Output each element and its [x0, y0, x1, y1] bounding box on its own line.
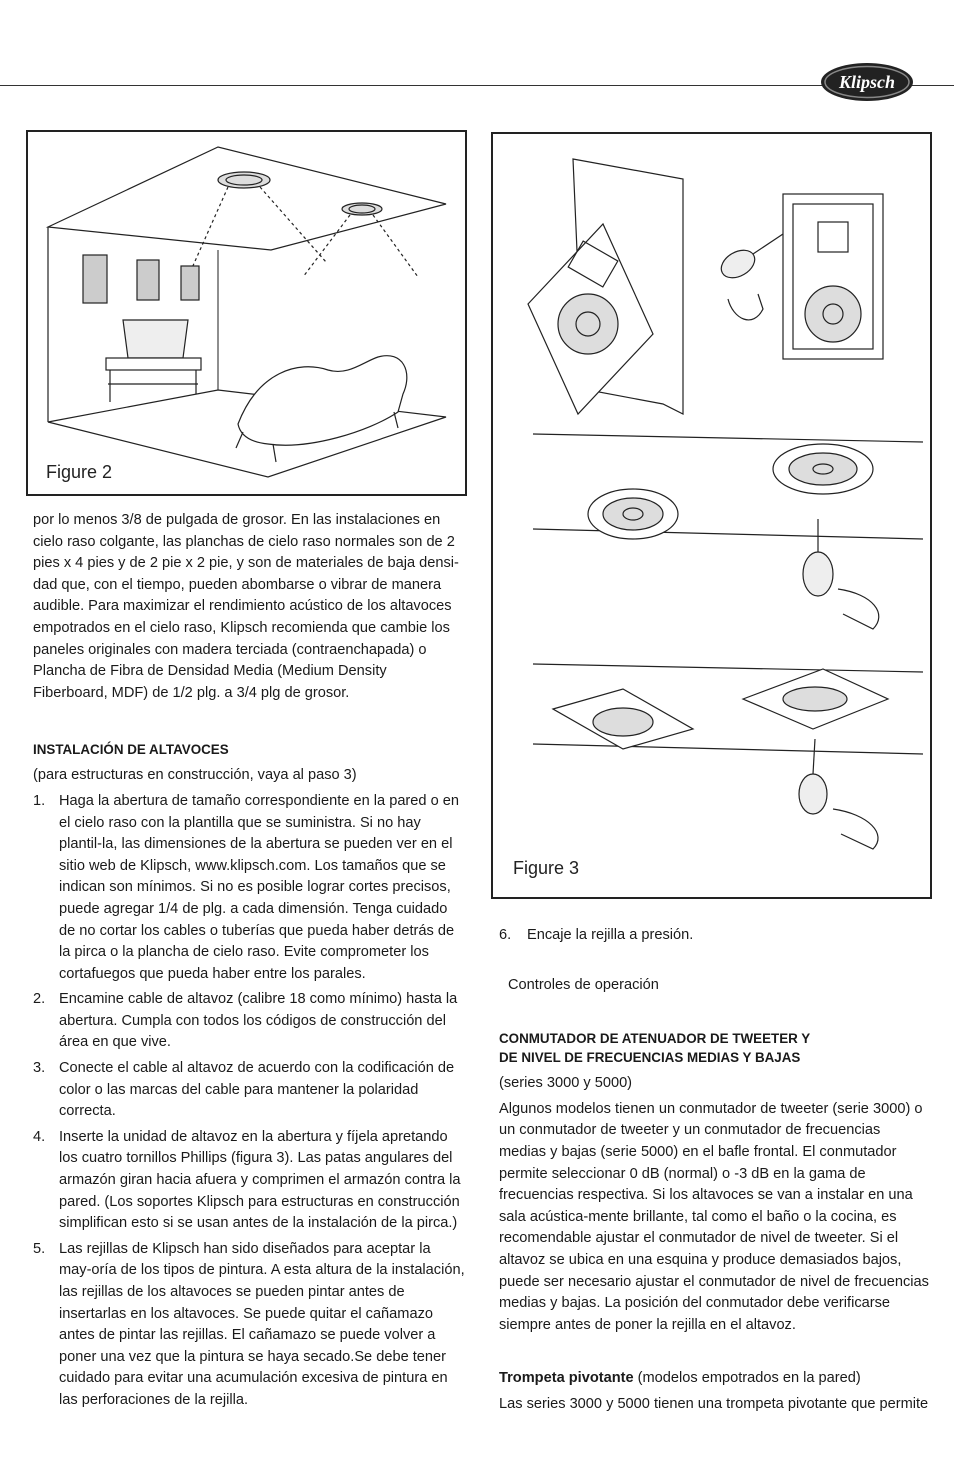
section-note: (para estructuras en construcción, vaya al paso 3) [33, 767, 357, 784]
step-text: Encaje la rejilla a presión. [527, 927, 694, 943]
intro-paragraph: por lo menos 3/8 de pulgada de grosor. En las instalaciones en cielo raso colgante, las planchas de cielo raso normales son de 2 pies x 4 pies y de 2 pie x 2 pie, y son de materiales de baja densi-dad que, con el tiempo, pueden abombarse o vibrar de manera audible. Para maximizar el rendimiento acústico de los altavoces empotrados en el cielo raso, Klipsch recomienda que cambie los paneles originales con madera terciada (contraenchapada) o Plancha de Fibra de Densidad Media (Medium Density Fiberboard, MDF) de 1/2 plg. a 3/4 plg de grosor. [33, 512, 459, 701]
horn-note: (modelos empotrados en la pared) [633, 1370, 861, 1387]
step-item [33, 989, 465, 1054]
step-number: 4. [33, 1128, 46, 1145]
step-text: Encamine cable de altavoz (calibre 18 como mínimo) hasta la abertura. Cumpla con todos los códigos de construcción del área en que vive. [59, 991, 458, 1051]
horn-paragraph: Las series 3000 y 5000 tienen una trompeta pivotante que permite [499, 1395, 929, 1412]
step-item [33, 1239, 465, 1412]
install-steps [33, 791, 465, 1412]
installation-illustration [493, 134, 930, 897]
header-rule [0, 85, 954, 86]
switch-heading-line2: DE NIVEL DE FRECUENCIAS MEDIAS Y BAJAS [499, 1050, 801, 1066]
klipsch-logo [820, 62, 914, 102]
left-column [33, 510, 465, 1416]
step-text: Las rejillas de Klipsch han sido diseñados para aceptar la may-oría de los tipos de pintura. A esta altura de la instalación, las rejillas de los altavoces se pueden pintar antes de insertarlas en los altavoces. Se puede quitar el cañamazo antes de pintar las rejillas. El cañamazo se puede volver a poner una vez que la pintura se haya secado.Se debe tener cuidado para evitar una acumulación excesiva de pintura en las perforaciones de la rejilla. [59, 1240, 465, 1408]
figure-2-label: Figure 2 [46, 462, 113, 482]
switch-paragraph: Algunos modelos tienen un conmutador de tweeter (serie 3000) o un conmutador de tweeter y un conmutador de frecuencias medias y bajas (serie 5000) en el bafle frontal. El conmutador permite seleccionar 0 dB (normal) o -3 dB en la gama de frecuencias respectiva. Si los altavoces se van a instalar en una sala acústica-mente brillante, tal como el baño o la cocina, es recomendable ajustar el conmutador de nivel de tweeter. Si el altavoz se ubica en una esquina y produce demasiados bajos, puede ser necesario ajustar el conmutador de nivel de frecuencias medias y bajas. La posición del conmutador debe verificarse siempre antes de poner la rejilla en el altavoz. [499, 1100, 929, 1333]
step-number: 1. [33, 792, 46, 809]
figure-3-label: Figure 3 [513, 858, 580, 878]
switch-note: (series 3000 y 5000) [499, 1075, 633, 1092]
step-item [33, 1127, 465, 1235]
step-text: Inserte la unidad de altavoz en la abertura y fíjela apretando los cuatro tornillos Phillips (figura 3). Las patas angulares del armazón giran hacia afuera y comprimen el armazón contra la pared. (Los soportes Klipsch para estructuras en construcción simplifican esto si se usan antes de la instalación de la pirca.) [59, 1128, 461, 1232]
horn-title: Trompeta pivotante [499, 1370, 634, 1387]
step-number: 3. [33, 1060, 46, 1077]
step-number: 2. [33, 991, 46, 1008]
horn-line [499, 1368, 931, 1390]
controls-title: Controles de operación [508, 976, 659, 993]
room-illustration [28, 132, 465, 494]
figure-3 [491, 132, 932, 899]
step-item [499, 925, 931, 947]
step-text: Conecte el cable al altavoz de acuerdo con la codificación de color o las marcas del cable para mantener la polaridad correcta. [59, 1060, 455, 1120]
step-number: 6. [499, 927, 512, 943]
figure-2 [26, 130, 467, 496]
section-heading: INSTALACIÓN DE ALTAVOCES [33, 742, 229, 758]
switch-heading-line1: CONMUTADOR DE ATENUADOR DE TWEETER Y [499, 1031, 811, 1047]
logo-text: Klipsch [838, 72, 896, 92]
step-item [33, 791, 465, 985]
step-text: Haga la abertura de tamaño correspondiente en la pared o en el cielo raso con la plantilla que se suministra. Si no hay plantil-la, las dimensiones de la abertura se pueden ver en el sitio web de Klipsch, www.klipsch.com. Los tamaños que se indican son mínimos. Si no es posible lograr cortes precisos, puede agregar 1/4 de plg. a cada dimensión. Tenga cuidado de no cortar los cables o tuberías que pueda haber detrás de la pirca o la plancha de cielo raso. Evite comprometer los cortafuegos que pueda haber entre los parales. [59, 792, 459, 982]
right-column [499, 925, 931, 1416]
step-item [33, 1058, 465, 1123]
step-number: 5. [33, 1240, 46, 1257]
final-step [499, 925, 931, 947]
